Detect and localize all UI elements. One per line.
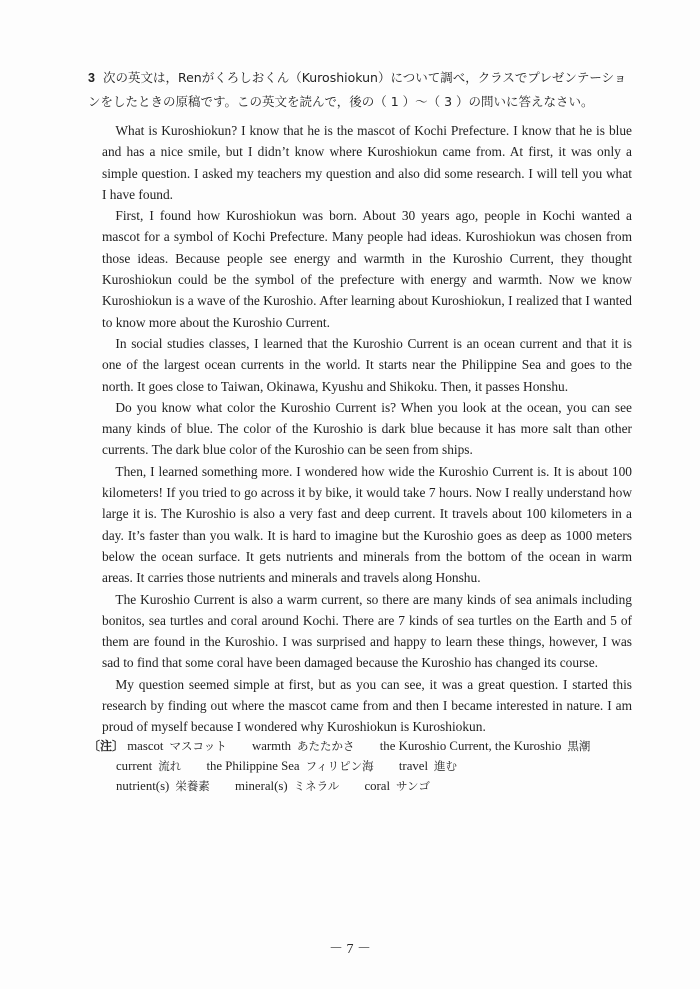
notes-label: 〔注〕 [88,739,125,753]
note-term: the Kuroshio Current, the Kuroshio [379,739,562,753]
note-term: mascot [127,739,164,753]
question-instructions [88,66,640,113]
note-gloss: あたたかさ [297,739,355,753]
vocabulary-notes [88,736,648,796]
passage-paragraph-7: My question seemed simple at first, but as you can see, it was a great question. I started this research by finding out where the mascot came from and then I became interested in nature. I am proud of myself because I wondered why Kuroshiokun is Kuroshiokun. [102,676,632,735]
passage-paragraph-1: What is Kuroshiokun? I know that he is the mascot of Kochi Prefecture. I know that he is blue and has a nice smile, but I didn’t know where Kuroshiokun came from. At first, it was only a simple question. I asked my teachers my question and also did some research. I will tell you what I have found. [102,123,632,202]
note-gloss: 流れ [158,759,182,773]
instruction-line-2: ンをしたときの原稿です。この英文を読んで，後の（ 1 ）〜（ 3 ）の問いに答えなさい。 [88,94,594,109]
passage-paragraph-5: Then, I learned something more. I wondered how wide the Kuroshio Current is. It is about 100 kilometers! If you tried to go across it by bike, it would take 7 hours. Now I really understand how large it is. The Kuroshio is also a very fast and deep current. It travels about 100 kilometers in a day. It’s faster than you walk. It is hard to imagine but the Kuroshio goes as deep as 1000 meters below the ocean surface. It gets nutrients and minerals from the bottom of the ocean in warm areas. It carries those nutrients and minerals and travels along Honshu. [102,463,632,586]
note-term: the Philippine Sea [206,759,300,773]
instruction-line-1: 次の英文は，Renがくろしおくん（Kuroshiokun）について調べ，クラスでプレゼンテーショ [102,70,627,85]
notes-row-3 [88,776,648,796]
note-term: coral [364,779,391,793]
note-gloss: サンゴ [396,779,430,793]
page-number: － 7 － [329,942,371,957]
note-gloss: 進む [434,759,458,773]
note-gloss: 栄養素 [175,779,210,793]
passage [102,120,632,738]
passage-paragraph-2: First, I found how Kuroshiokun was born. About 30 years ago, people in Kochi wanted a mascot for a symbol of Kochi Prefecture. Many people had ideas. Kuroshiokun was chosen from those ideas. Because people see energy and warmth in the Kuroshio Current, they thought Kuroshiokun could be the symbol of the prefecture with energy and warmth. Now we know Kuroshiokun is a wave of the Kuroshio. After learning about Kuroshiokun, I realized that I wanted to know more about the Kuroshio Current. [102,208,632,330]
note-gloss: ミネラル [293,779,340,793]
note-term: warmth [251,739,292,753]
note-gloss: フィリピン海 [305,759,374,773]
notes-row-1 [88,736,648,756]
note-term: mineral(s) [235,779,288,793]
passage-paragraph-6: The Kuroshio Current is also a warm current, so there are many kinds of sea animals including bonitos, sea turtles and coral around Kochi. There are 7 kinds of sea turtles on the Earth and 5 of them are found in the Kuroshio. I was surprised and happy to learn these things, however, I was sad to find that some coral have been damaged because the Kuroshio has changed its course. [102,591,632,671]
note-gloss: マスコット [169,739,227,753]
note-term: current [116,759,153,773]
question-number: 3 [88,71,95,85]
notes-row-2 [88,756,648,776]
passage-paragraph-3: In social studies classes, I learned that the Kuroshio Current is an ocean current and that it is one of the largest ocean currents in the world. It starts near the Philippine Sea and goes to the north. It goes close to Taiwan, Okinawa, Kyushu and Shikoku. Then, it passes Honshu. [102,335,632,394]
note-term: nutrient(s) [116,779,170,793]
passage-paragraph-4: Do you know what color the Kuroshio Current is? When you look at the ocean, you can see many kinds of blue. The color of the Kuroshio is dark blue because it has more salt than other currents. The dark blue color of the Kuroshio can be seen from ships. [102,399,632,458]
note-term: travel [398,759,429,773]
note-gloss: 黒潮 [567,739,591,753]
